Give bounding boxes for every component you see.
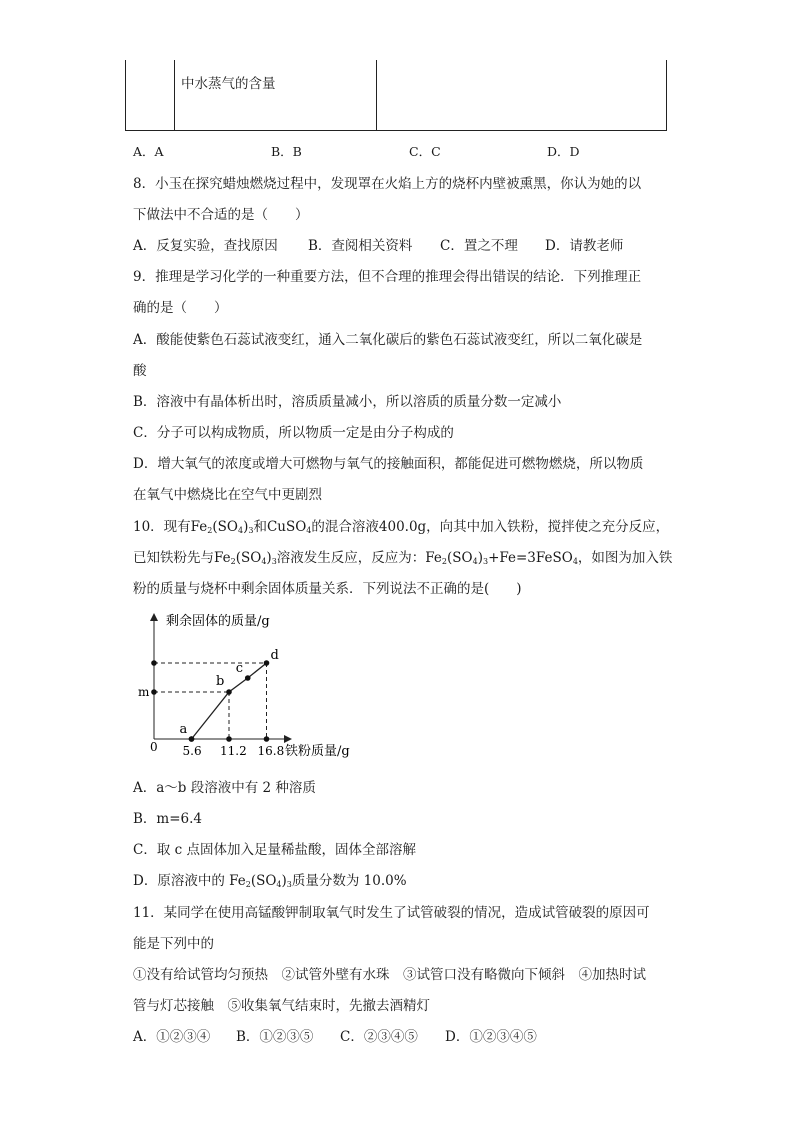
q11-option-b: B．①②③⑤ (236, 1029, 314, 1045)
q10-option-b: B．m=6.4 (133, 811, 203, 827)
q9-option-a-line1: A．酸能使紫色石蕊试液变红，通入二氧化碳后的紫色石蕊试液变红，所以二氧化碳是 (133, 332, 643, 348)
q11-option-a: A．①②③④ (133, 1029, 211, 1045)
q9-option-b: B．溶液中有晶体析出时，溶质质量减小，所以溶质的质量分数一定减小 (133, 394, 562, 410)
x-tick-label-1: 11.2 (220, 744, 247, 758)
q9-option-c: C．分子可以构成物质，所以物质一定是由分子构成的 (133, 425, 454, 441)
q11-items-line1: ①没有给试管均匀预热 ②试管外壁有水珠 ③试管口没有略微向下倾斜 ④加热时试 (133, 967, 646, 983)
answer-table (125, 60, 667, 131)
table-border-right (666, 60, 667, 131)
point-c (245, 675, 251, 681)
q8-option-a: A．反复实验，查找原因 (133, 238, 278, 254)
q7-option-b: B．B (271, 144, 302, 159)
table-cell-text: 中水蒸气的含量 (181, 76, 276, 92)
q11-items-line2: 管与灯芯接触 ⑤收集氧气结束时，先撤去酒精灯 (133, 998, 430, 1014)
y-axis-dot-top (151, 660, 157, 666)
q7-option-d: D．D (547, 144, 580, 159)
point-a (189, 736, 195, 742)
chart-marks (151, 648, 284, 758)
y-axis-dot-m (151, 689, 157, 695)
x-tick-label-0: 5.6 (182, 744, 202, 758)
q8-stem-line2: 下做法中不合适的是（ ） (133, 207, 309, 223)
q9-stem-line2: 确的是（ ） (133, 300, 228, 316)
q10-option-c: C．取 c 点固体加入足量稀盐酸，固体全部溶解 (133, 842, 416, 858)
point-label-d: d (270, 648, 279, 663)
q8-stem-line1: 8．小玉在探究蜡烛燃烧过程中，发现罩在火焰上方的烧杯内壁被熏黑，你认为她的以 (133, 176, 642, 192)
q11-stem-line1: 11．某同学在使用高锰酸钾制取氧气时发生了试管破裂的情况，造成试管破裂的原因可 (133, 905, 650, 921)
table-border-bottom (125, 130, 667, 131)
q7-option-c: C．C (409, 144, 441, 159)
q10-option-d: D．原溶液中的 $Fe_2(SO_4)_3$质量分数为 10.0% (133, 873, 407, 889)
origin-label: 0 (150, 740, 158, 754)
q11-option-c: C．②③④⑤ (340, 1029, 418, 1045)
x-tick-dot-2 (264, 736, 270, 742)
q9-option-d-line1: D．增大氧气的浓度或增大可燃物与氧气的接触面积，都能促进可燃物燃烧，所以物质 (133, 456, 644, 472)
q8-option-b: B．查阅相关资料 (308, 238, 413, 254)
q10-chart (130, 605, 370, 765)
y-tick-m: m (138, 685, 150, 699)
q11-stem-line2: 能是下列中的 (133, 936, 214, 952)
q10-stem-line2: 已知铁粉先与$Fe_2(SO_4)_3$溶液发生反应，反应为：$Fe_2(SO_4)_3+Fe=3FeSO_4$，如图为加入铁 (133, 550, 673, 566)
q10-stem-line1: 10．现有$Fe_2(SO_4)_3$和CuSO$_4$的混合溶液400.0g，向其中加入铁粉，搅拌使之充分反应， (133, 519, 670, 535)
table-divider-1 (174, 60, 175, 131)
y-axis-label: 剩余固体的质量/g (166, 614, 270, 629)
q9-stem-line1: 9．推理是学习化学的一种重要方法，但不合理的推理会得出错误的结论．下列推理正 (133, 269, 642, 285)
x-tick-dot-1 (226, 736, 232, 742)
q8-option-c: C．置之不理 (440, 238, 518, 254)
q11-option-d: D．①②③④⑤ (445, 1029, 537, 1045)
q9-option-a-line2: 酸 (133, 363, 147, 379)
q8-option-d: D．请教老师 (545, 238, 624, 254)
q10-stem-line3: 粉的质量与烧杯中剩余固体质量关系．下列说法不正确的是( ) (133, 581, 522, 597)
point-label-c: c (235, 661, 244, 676)
point-d (264, 660, 270, 666)
q9-option-d-line2: 在氧气中燃烧比在空气中更剧烈 (133, 487, 322, 503)
x-axis-label: 铁粉质量/g (285, 744, 350, 759)
point-label-a: a (179, 722, 188, 737)
point-b (226, 689, 232, 695)
x-tick-label-2: 16.8 (257, 744, 285, 758)
table-border-left (125, 60, 126, 131)
q10-option-a: A．a～b 段溶液中有 2 种溶质 (133, 780, 316, 796)
point-label-b: b (216, 674, 225, 689)
q7-option-a: A．A (133, 144, 164, 159)
table-divider-2 (376, 60, 377, 131)
